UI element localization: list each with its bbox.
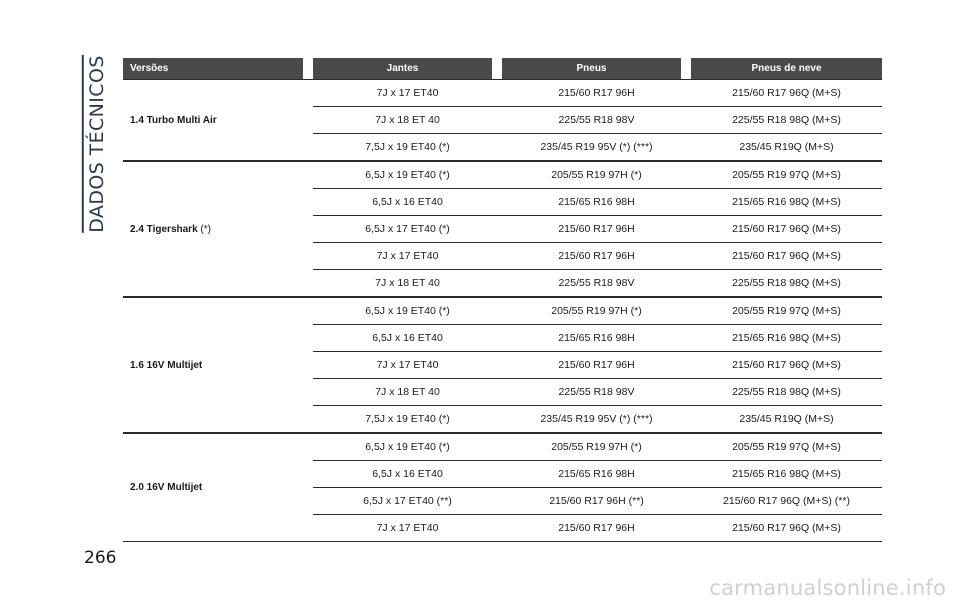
tyre-cell: 215/65 R16 98H bbox=[502, 461, 691, 488]
rim-cell: 7J x 18 ET 40 bbox=[313, 379, 502, 406]
rim-cell: 6,5J x 19 ET40 (*) bbox=[313, 161, 502, 189]
version-name: 1.6 16V Multijet bbox=[130, 359, 203, 371]
rim-cell: 7J x 18 ET 40 bbox=[313, 270, 502, 297]
tyre-cell: 205/55 R19 97H (*) bbox=[502, 433, 691, 461]
rim-cell: 6,5J x 16 ET40 bbox=[313, 461, 502, 488]
snow-tyre-cell: 205/55 R19 97Q (M+S) bbox=[691, 433, 882, 461]
header-pneus: Pneus bbox=[502, 58, 691, 79]
tyre-cell: 235/45 R19 95V (*) (***) bbox=[502, 134, 691, 161]
rim-cell: 6,5J x 17 ET40 (**) bbox=[313, 488, 502, 515]
tyre-cell: 205/55 R19 97H (*) bbox=[502, 297, 691, 325]
snow-tyre-cell: 215/60 R17 96Q (M+S) bbox=[691, 79, 882, 107]
version-cell bbox=[123, 161, 313, 297]
version-note: (*) bbox=[200, 223, 211, 235]
rim-cell: 7J x 17 ET40 bbox=[313, 515, 502, 542]
tyre-cell: 225/55 R18 98V bbox=[502, 379, 691, 406]
tyre-cell: 225/55 R18 98V bbox=[502, 107, 691, 134]
header-jantes: Jantes bbox=[313, 58, 502, 79]
snow-tyre-cell: 215/60 R17 96Q (M+S) bbox=[691, 352, 882, 379]
rim-cell: 7J x 18 ET 40 bbox=[313, 107, 502, 134]
tyre-cell: 215/60 R17 96H bbox=[502, 243, 691, 270]
snow-tyre-cell: 215/60 R17 96Q (M+S) bbox=[691, 216, 882, 243]
rim-cell: 6,5J x 16 ET40 bbox=[313, 189, 502, 216]
snow-tyre-cell: 215/65 R16 98Q (M+S) bbox=[691, 325, 882, 352]
snow-tyre-cell: 205/55 R19 97Q (M+S) bbox=[691, 161, 882, 189]
table-row bbox=[123, 433, 882, 461]
table-row bbox=[123, 297, 882, 325]
snow-tyre-cell: 215/60 R17 96Q (M+S) bbox=[691, 515, 882, 542]
tyre-cell: 215/60 R17 96H (**) bbox=[502, 488, 691, 515]
rim-cell: 7J x 17 ET40 bbox=[313, 243, 502, 270]
snow-tyre-cell: 225/55 R18 98Q (M+S) bbox=[691, 270, 882, 297]
snow-tyre-cell: 235/45 R19Q (M+S) bbox=[691, 134, 882, 161]
rim-cell: 6,5J x 17 ET40 (*) bbox=[313, 216, 502, 243]
version-name: 2.4 Tigershark bbox=[130, 223, 198, 235]
rim-cell: 7,5J x 19 ET40 (*) bbox=[313, 406, 502, 433]
header-versoes: Versões bbox=[123, 58, 313, 79]
rim-cell: 7J x 17 ET40 bbox=[313, 352, 502, 379]
snow-tyre-cell: 235/45 R19Q (M+S) bbox=[691, 406, 882, 433]
snow-tyre-cell: 215/60 R17 96Q (M+S) bbox=[691, 243, 882, 270]
table-row bbox=[123, 161, 882, 189]
snow-tyre-cell: 215/65 R16 98Q (M+S) bbox=[691, 189, 882, 216]
watermark: carmanualsonline.info bbox=[709, 576, 946, 600]
tyre-cell: 215/60 R17 96H bbox=[502, 515, 691, 542]
tyre-cell: 215/65 R16 98H bbox=[502, 189, 691, 216]
tyre-cell: 215/60 R17 96H bbox=[502, 216, 691, 243]
table-body bbox=[123, 79, 882, 542]
table-row bbox=[123, 79, 882, 107]
version-name: 1.4 Turbo Multi Air bbox=[130, 114, 217, 126]
rim-cell: 7,5J x 19 ET40 (*) bbox=[313, 134, 502, 161]
tyre-cell: 215/60 R17 96H bbox=[502, 352, 691, 379]
tyre-cell: 235/45 R19 95V (*) (***) bbox=[502, 406, 691, 433]
tyre-cell: 205/55 R19 97H (*) bbox=[502, 161, 691, 189]
snow-tyre-cell: 215/65 R16 98Q (M+S) bbox=[691, 461, 882, 488]
snow-tyre-cell: 215/60 R17 96Q (M+S) (**) bbox=[691, 488, 882, 515]
rim-cell: 7J x 17 ET40 bbox=[313, 79, 502, 107]
rim-cell: 6,5J x 19 ET40 (*) bbox=[313, 297, 502, 325]
tyre-cell: 225/55 R18 98V bbox=[502, 270, 691, 297]
version-cell bbox=[123, 79, 313, 161]
version-name: 2.0 16V Multijet bbox=[130, 482, 203, 493]
version-cell bbox=[123, 297, 313, 433]
snow-tyre-cell: 225/55 R18 98Q (M+S) bbox=[691, 379, 882, 406]
section-title-container bbox=[70, 44, 120, 244]
header-pneus-de-neve: Pneus de neve bbox=[691, 58, 882, 79]
specifications-table bbox=[123, 58, 882, 542]
tyre-cell: 215/65 R16 98H bbox=[502, 325, 691, 352]
snow-tyre-cell: 205/55 R19 97Q (M+S) bbox=[691, 297, 882, 325]
snow-tyre-cell: 225/55 R18 98Q (M+S) bbox=[691, 107, 882, 134]
page-number: 266 bbox=[84, 548, 117, 568]
rim-cell: 6,5J x 19 ET40 (*) bbox=[313, 433, 502, 461]
section-title: DADOS TÉCNICOS bbox=[82, 55, 108, 233]
version-cell bbox=[123, 433, 313, 542]
tyre-cell: 215/60 R17 96H bbox=[502, 79, 691, 107]
rim-cell: 6,5J x 16 ET40 bbox=[313, 325, 502, 352]
table-header-row bbox=[123, 58, 882, 79]
